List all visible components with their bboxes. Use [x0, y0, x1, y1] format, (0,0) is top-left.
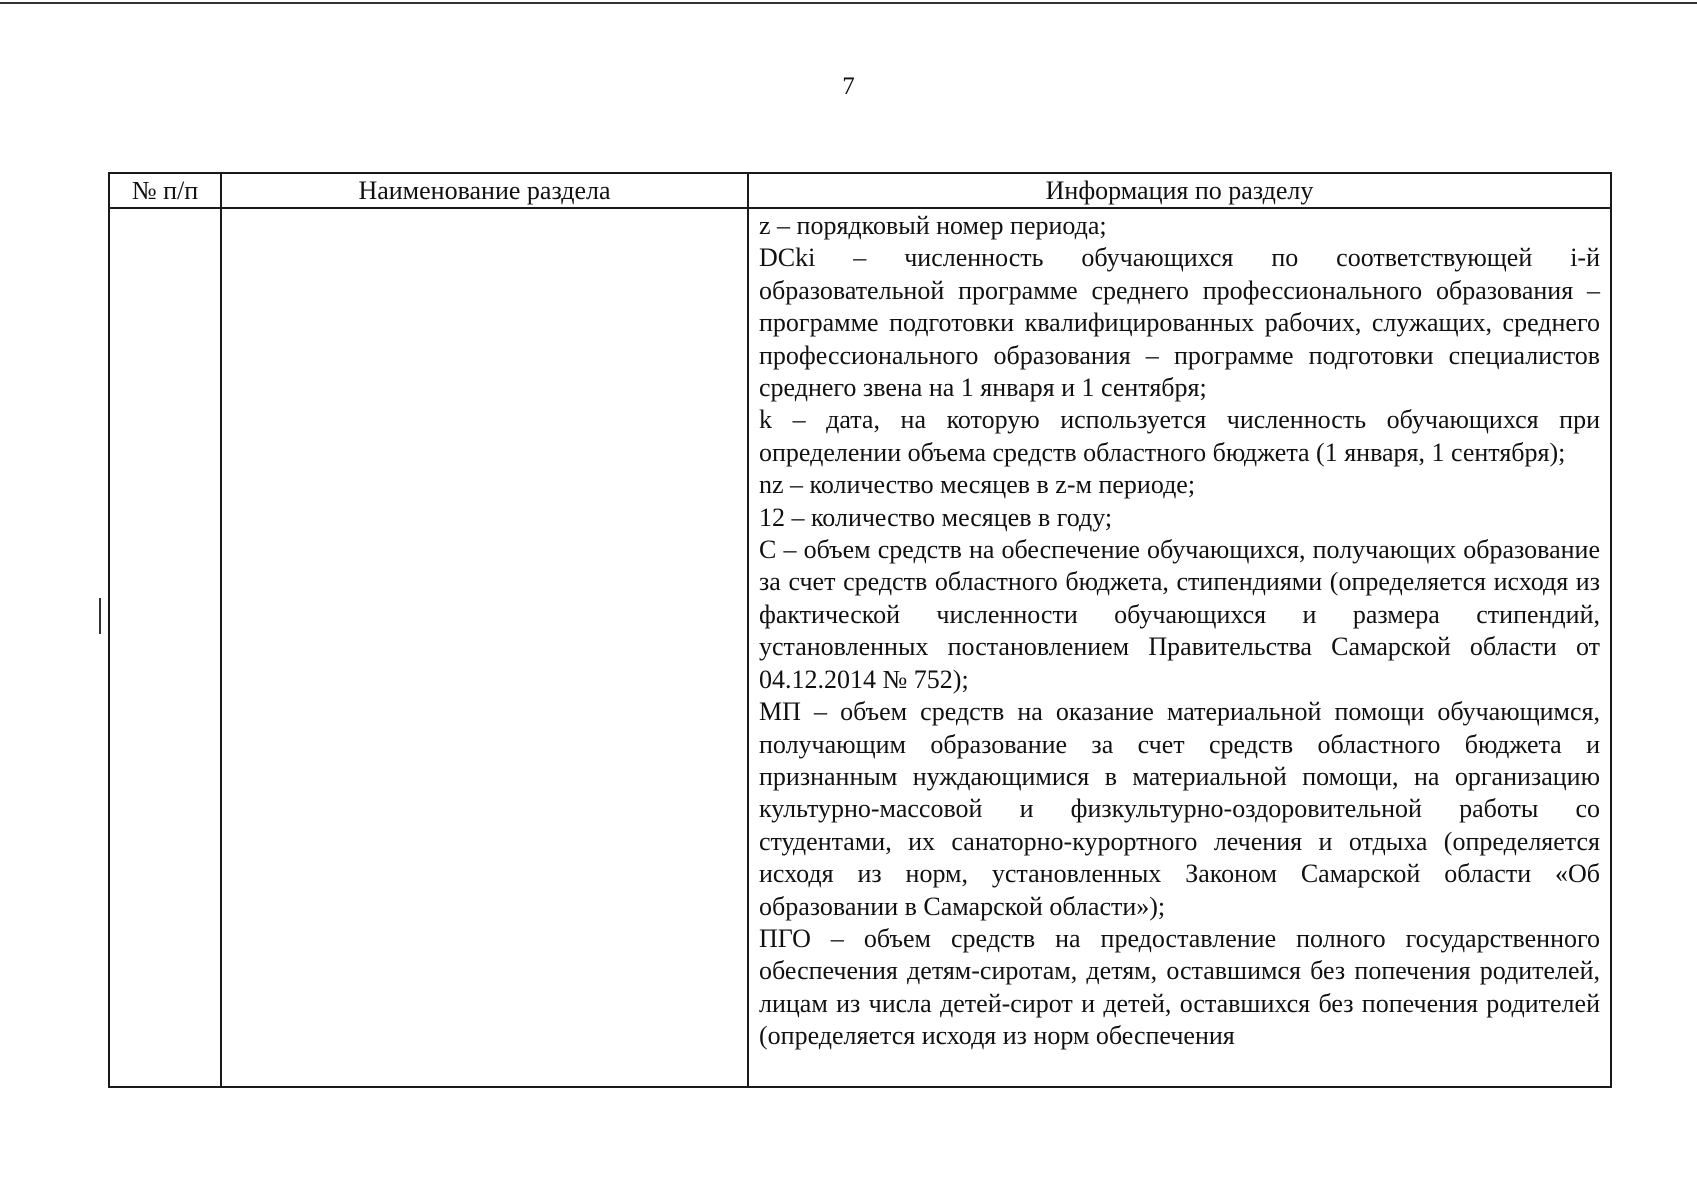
- margin-change-bar: [99, 598, 101, 634]
- table-row: [109, 208, 1611, 1087]
- info-paragraph-mp: МП – объем средств на оказание материальной помощи обучающимся, получающим образование за счет средств областного бюджета и признанным нуждающимися в материальной помощи, на организацию культурно-массовой и физкультурно-оздоровительной работы со студентами, их санаторно-курортного лечения и отдыха (определяется исходя из норм, установленных Законом Самарской области «Об образовании в Самарской области»);: [759, 697, 1600, 921]
- header-number: № п/п: [109, 173, 221, 208]
- header-section-name: Наименование раздела: [221, 173, 748, 208]
- section-info-text: [759, 209, 1600, 1053]
- row-section-info-cell: [748, 208, 1611, 1087]
- top-border-line: [0, 2, 1697, 4]
- info-paragraph-pgo: ПГО – объем средств на предоставление полного государственного обеспечения детям-сиротам, детям, оставшимся без попечения родителей, лицам из числа детей-сирот и детей, оставшихся без попечения родителей (определяется исходя из норм обеспечения: [759, 923, 1600, 1051]
- info-paragraph-nz: nz – количество месяцев в z-м периоде;: [759, 470, 1196, 500]
- header-section-info: Информация по разделу: [748, 173, 1611, 208]
- page-number: 7: [842, 73, 855, 100]
- row-number-cell: [109, 208, 221, 1087]
- row-section-name-cell: [221, 208, 748, 1087]
- info-paragraph-dcki: DCki – численность обучающихся по соответствующей i-й образовательной программе среднего профессионального образования – программе подготовки квалифицированных рабочих, служащих, среднего профессионального образования – программе подготовки специалистов среднего звена на 1 января и 1 сентября;: [759, 243, 1600, 403]
- sections-table: [108, 172, 1612, 1088]
- info-paragraph-k: k – дата, на которую используется численность обучающихся при определении объема средств областного бюджета (1 января, 1 сентября);: [759, 405, 1600, 467]
- info-paragraph-z: z – порядковый номер периода;: [759, 211, 1107, 240]
- info-paragraph-12: 12 – количество месяцев в году;: [759, 502, 1113, 532]
- table-header-row: [109, 173, 1611, 208]
- info-paragraph-c: C – объем средств на обеспечение обучающихся, получающих образование за счет средств областного бюджета, стипендиями (определяется исходя из фактической численности обучающихся и размера стипендий, установленных постановлением Правительства Самарской области от 04.12.2014 № 752);: [759, 535, 1600, 694]
